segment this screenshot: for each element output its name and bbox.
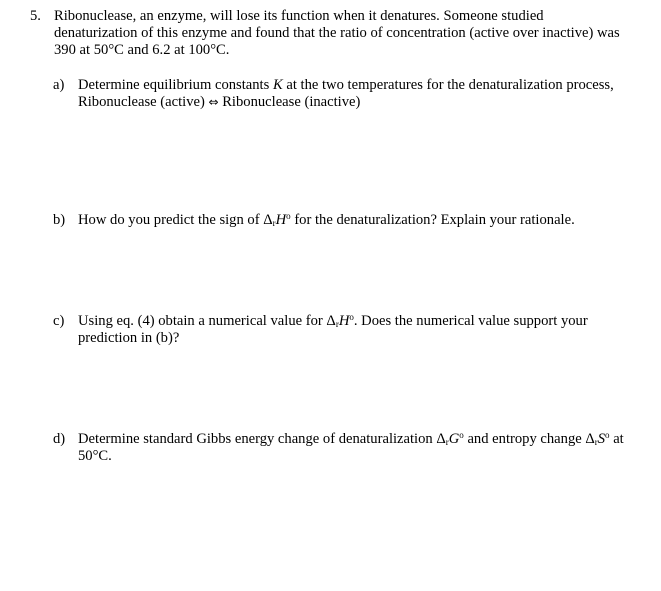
part-d-superscript-2: o (605, 430, 610, 440)
part-b-label: b) (53, 212, 66, 228)
part-a-line-1 (78, 77, 648, 94)
gibbs-energy-symbol: G (448, 431, 460, 447)
part-b-superscript: o (286, 211, 291, 221)
part-a-text (78, 77, 648, 111)
part-d-label: d) (53, 431, 66, 447)
part-b-text (78, 212, 648, 229)
part-c-subscript: r (335, 319, 339, 329)
part-a-label: a) (53, 77, 65, 93)
part-d-line-1 (78, 431, 648, 448)
enthalpy-symbol: H (275, 212, 287, 228)
problem-intro (54, 8, 644, 59)
part-a-line-1-post: at the two temperatures for the denaturalization process, (282, 77, 614, 93)
part-b-pre: How do you predict the sign of Δ (78, 212, 273, 228)
part-c-line-1 (78, 313, 648, 330)
enthalpy-symbol: H (338, 313, 350, 329)
part-c-text (78, 313, 648, 347)
part-b-post: for the denaturalization? Explain your rationale. (290, 212, 575, 228)
intro-line-2: denaturization of this enzyme and found that the ratio of concentration (active over inactive) was (54, 25, 620, 41)
part-d-mid: and entropy change Δ (463, 431, 595, 447)
part-d-text (78, 431, 648, 465)
part-c-label: c) (53, 313, 65, 329)
part-b-subscript: r (272, 218, 276, 228)
part-a-line-2 (78, 94, 648, 111)
entropy-symbol: S (597, 431, 606, 447)
problem-number: 5. (30, 8, 41, 24)
part-c-post: . Does the numerical value support your (353, 313, 588, 329)
equilibrium-constant-symbol: K (272, 77, 283, 93)
equilibrium-arrow-icon: ⇔ (208, 95, 219, 109)
part-d-line-2: 50°C. (78, 448, 112, 464)
part-b-line-1 (78, 212, 648, 229)
part-d-post: at (609, 431, 624, 447)
intro-line-3: 390 at 50°C and 6.2 at 100°C. (54, 42, 230, 58)
reactant-label: Ribonuclease (active) (78, 94, 209, 110)
product-label: Ribonuclease (inactive) (218, 94, 361, 110)
part-d-subscript-1: r (445, 437, 449, 447)
part-d-subscript-2: r (594, 437, 598, 447)
part-d-pre: Determine standard Gibbs energy change of denaturalization Δ (78, 431, 446, 447)
part-c-pre: Using eq. (4) obtain a numerical value for Δ (78, 313, 336, 329)
part-a-line-1-pre: Determine equilibrium constants (78, 77, 273, 93)
part-c-line-2: prediction in (b)? (78, 330, 180, 346)
part-c-superscript: o (349, 312, 354, 322)
intro-line-1: Ribonuclease, an enzyme, will lose its function when it denatures. Someone studied (54, 8, 544, 24)
part-d-superscript-1: o (459, 430, 464, 440)
